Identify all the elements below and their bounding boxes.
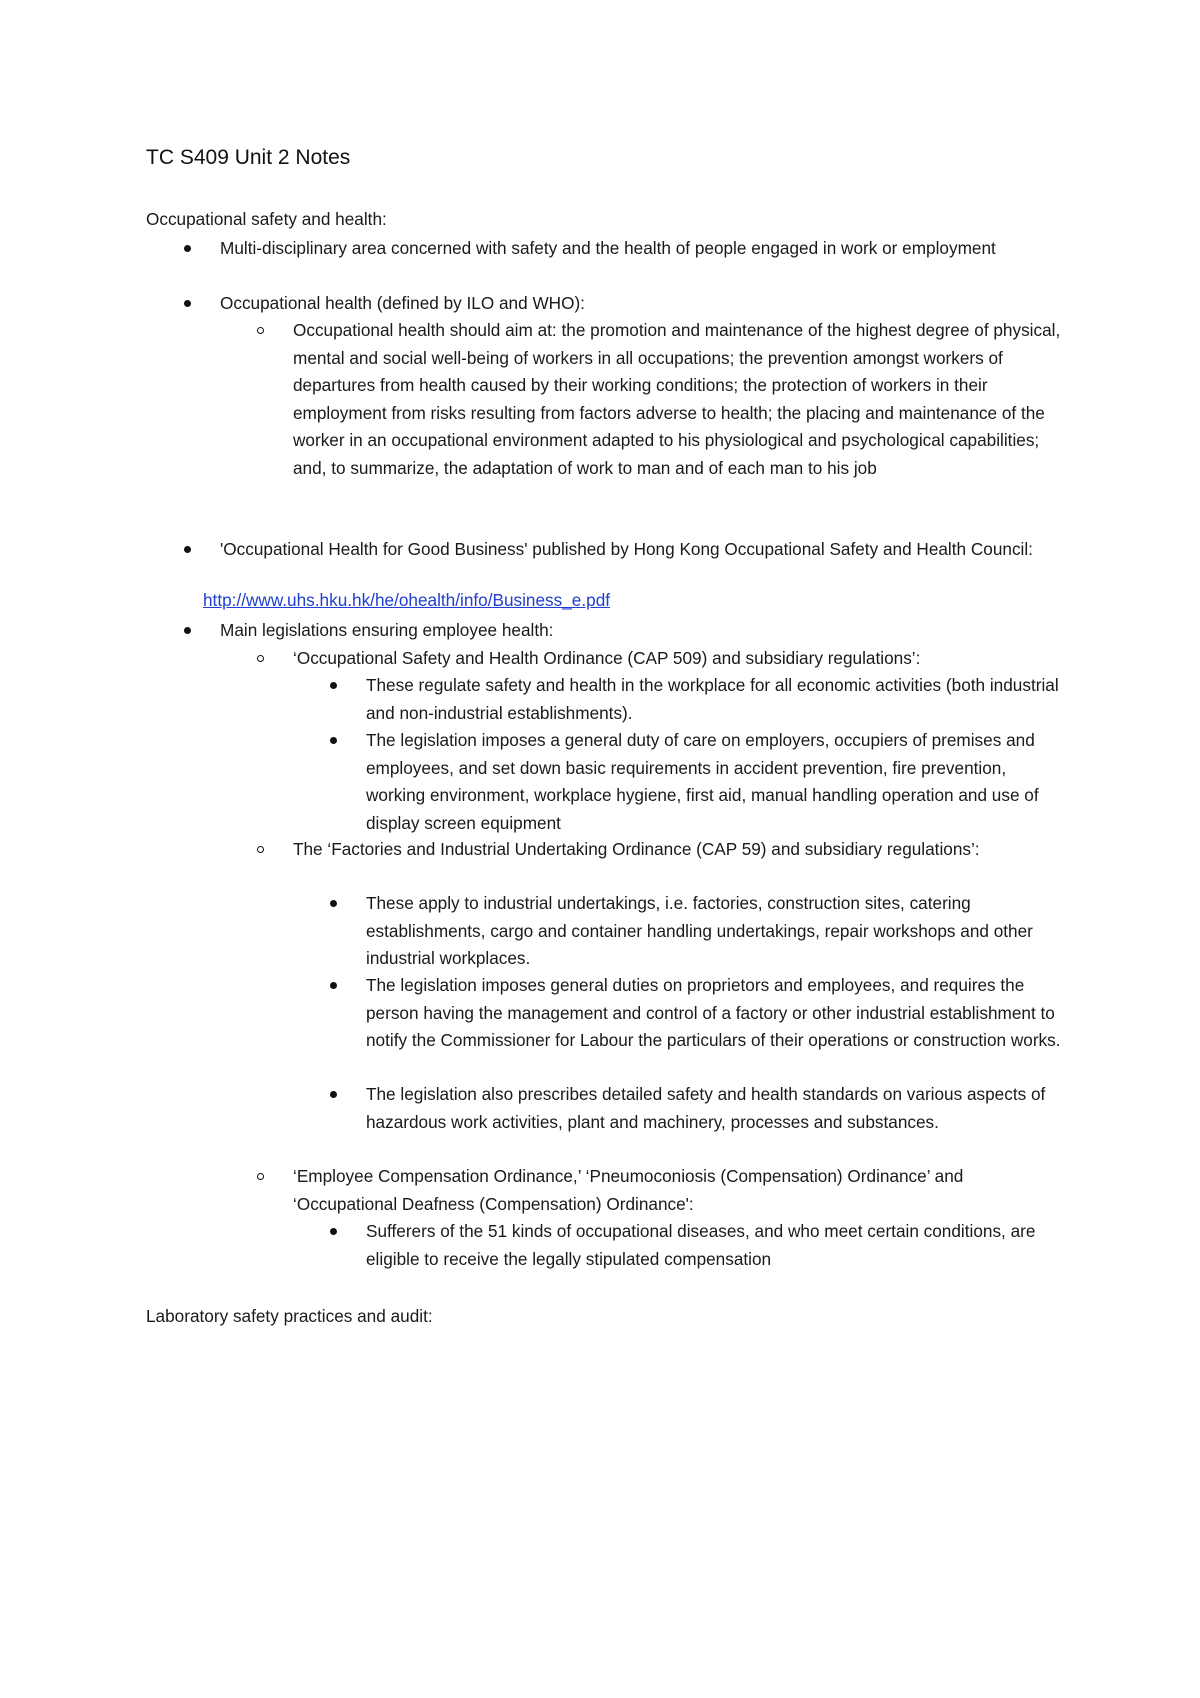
bullet-marker bbox=[330, 725, 337, 753]
list-item-text: The ‘Factories and Industrial Undertaking Ordinance (CAP 59) and subsidiary regulations’: bbox=[293, 839, 980, 859]
circle-bullet-marker bbox=[257, 834, 264, 862]
bullet-marker bbox=[330, 670, 337, 698]
bullet-marker bbox=[184, 534, 191, 562]
section-heading-occupational-safety: Occupational safety and health: bbox=[146, 209, 387, 229]
list-item-fiuo bbox=[293, 836, 1063, 864]
bullet-marker bbox=[330, 888, 337, 916]
list-item-osho bbox=[293, 645, 1063, 673]
list-item-text: The legislation imposes a general duty of care on employers, occupiers of premises and employees, and set down basic requirements in accident prevention, fire prevention, working environment, workplace hygiene, first aid, manual handling operation and use of display screen equipment bbox=[366, 730, 1039, 833]
list-item-compensation-eligibility bbox=[366, 1218, 1066, 1273]
list-item-text: Occupational health (defined by ILO and WHO): bbox=[220, 293, 585, 313]
circle-bullet-marker bbox=[257, 315, 264, 343]
bullet-marker bbox=[184, 615, 191, 643]
document-title: TC S409 Unit 2 Notes bbox=[146, 146, 351, 169]
list-item-main-legislations bbox=[220, 617, 1060, 645]
list-item-multidisciplinary bbox=[220, 235, 1060, 263]
list-item-text: ‘Employee Compensation Ordinance,’ ‘Pneumoconiosis (Compensation) Ordinance’ and ‘Occupational Deafness (Compensation) Ordinance': bbox=[293, 1166, 964, 1214]
bullet-marker bbox=[184, 233, 191, 261]
section-heading-laboratory-safety: Laboratory safety practices and audit: bbox=[146, 1306, 433, 1326]
list-item-occupational-health bbox=[220, 290, 1060, 318]
list-item-compensation-ordinances bbox=[293, 1163, 1063, 1218]
list-item-text: The legislation imposes general duties on proprietors and employees, and requires the person having the management and control of a factory or other industrial establishment to notify the Commissioner for Labour the particulars of their operations or construction works. bbox=[366, 975, 1061, 1050]
bullet-marker bbox=[184, 288, 191, 316]
list-item-text: The legislation also prescribes detailed safety and health standards on various aspects of hazardous work activities, plant and machinery, processes and substances. bbox=[366, 1084, 1046, 1132]
list-item-text: Main legislations ensuring employee health: bbox=[220, 620, 554, 640]
list-item-text: 'Occupational Health for Good Business' published by Hong Kong Occupational Safety and Health Council: bbox=[220, 539, 1033, 559]
list-item-fiuo-scope bbox=[366, 890, 1066, 973]
bullet-marker bbox=[330, 1079, 337, 1107]
list-item-fiuo-duties bbox=[366, 972, 1066, 1055]
list-item-text: These apply to industrial undertakings, i.e. factories, construction sites, catering establishments, cargo and container handling undertakings, repair workshops and other industrial workplaces. bbox=[366, 893, 1033, 968]
bullet-marker bbox=[330, 970, 337, 998]
list-item-text: ‘Occupational Safety and Health Ordinance (CAP 509) and subsidiary regulations’: bbox=[293, 648, 921, 668]
circle-bullet-marker bbox=[257, 1161, 264, 1189]
list-item-osho-duty bbox=[366, 727, 1066, 837]
list-item-text: Sufferers of the 51 kinds of occupational diseases, and who meet certain conditions, are eligible to receive the legally stipulated compensation bbox=[366, 1221, 1036, 1269]
business-pdf-link[interactable]: http://www.uhs.hku.hk/he/ohealth/info/Business_e.pdf bbox=[203, 590, 611, 610]
list-item-osho-scope bbox=[366, 672, 1066, 727]
circle-bullet-marker bbox=[257, 643, 264, 671]
list-item-text: Occupational health should aim at: the promotion and maintenance of the highest degree of physical, mental and social well-being of workers in all occupations; the prevention amongst workers of departures from health caused by their working conditions; the protection of workers in their employment from risks resulting from factors adverse to health; the placing and maintenance of the worker in an occupational environment adapted to his physiological and psychological capabilities; and, to summarize, the adaptation of work to man and of each man to his job bbox=[293, 320, 1061, 478]
list-item-text: These regulate safety and health in the workplace for all economic activities (both industrial and non-industrial establishments). bbox=[366, 675, 1059, 723]
list-item-text: Multi-disciplinary area concerned with safety and the health of people engaged in work or employment bbox=[220, 238, 996, 258]
list-item-fiuo-standards bbox=[366, 1081, 1066, 1136]
list-item-good-business bbox=[220, 536, 1060, 564]
list-item-health-aim bbox=[293, 317, 1063, 482]
bullet-marker bbox=[330, 1216, 337, 1244]
